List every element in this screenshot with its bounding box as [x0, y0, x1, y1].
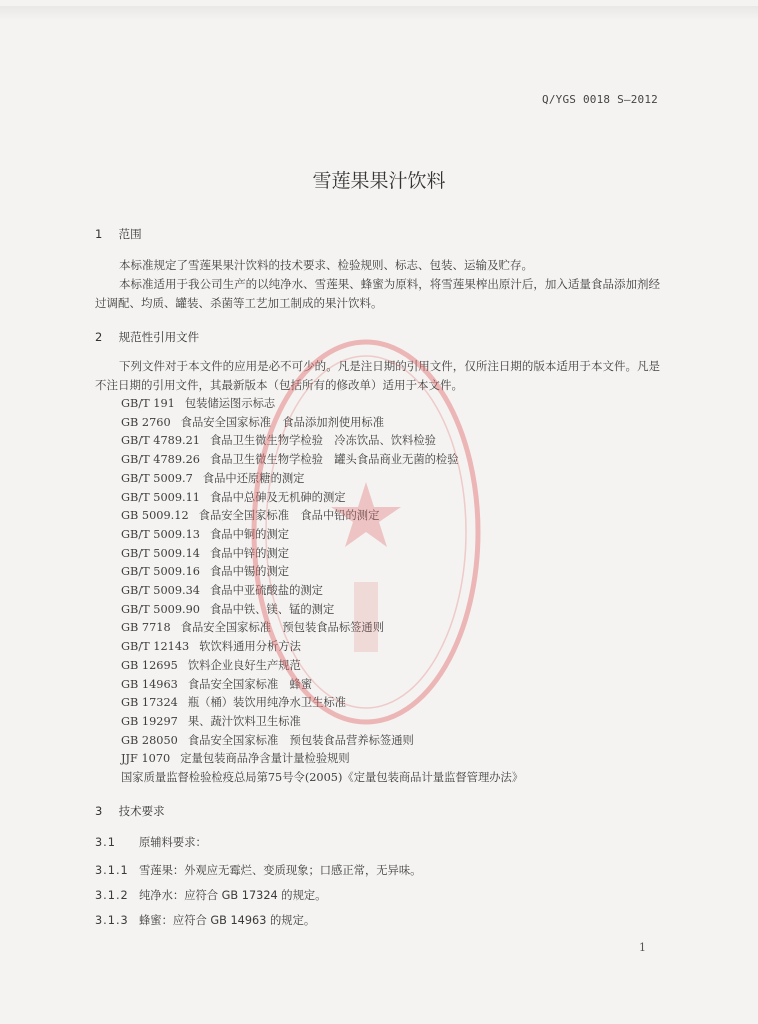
reference-title: 食品中还原糖的测定 [202, 471, 305, 485]
section-3-heading [95, 803, 165, 819]
reference-code: GB/T 5009.7 [121, 471, 193, 485]
reference-code: GB/T 191 [121, 397, 175, 410]
reference-code: GB/T 12143 [121, 640, 190, 654]
reference-item [121, 432, 523, 451]
reference-item [121, 545, 523, 564]
reference-title: 食品安全国家标准 食品添加剂使用标准 [180, 415, 385, 429]
reference-title: 食品卫生微生物学检验 冷冻饮品、饮料检验 [209, 434, 436, 448]
reference-code: GB/T 4789.26 [121, 453, 200, 467]
section-2-heading [95, 329, 199, 345]
reference-code: GB/T 4789.21 [121, 434, 200, 448]
clause-3-1-3 [95, 912, 315, 928]
reference-list [121, 395, 523, 788]
reference-item [121, 470, 523, 489]
scope-paragraph-2: 本标准适用于我公司生产的以纯净水、雪莲果、蜂蜜为原料，将雪莲果榨出原汁后，加入适量食品添加剂经过调配、均质、罐装、杀菌等工艺加工制成的果汁饮料。 [95, 277, 660, 310]
page-number: 1 [639, 941, 646, 954]
reference-code: GB/T 5009.14 [121, 546, 200, 560]
clause-3-1-2 [95, 887, 326, 903]
reference-item [121, 676, 523, 695]
reference-title: 包装储运图示标志 [184, 397, 276, 410]
scan-edge [0, 6, 758, 20]
reference-code: GB 14963 [121, 677, 178, 691]
reference-title: 食品中锌的测定 [209, 546, 290, 560]
reference-title: 饮料企业良好生产规范 [187, 658, 301, 672]
reference-code: GB 19297 [121, 714, 178, 728]
reference-item [121, 451, 523, 470]
reference-code: GB/T 5009.13 [121, 527, 200, 541]
reference-title: 食品中铁、镁、锰的测定 [209, 602, 335, 616]
reference-item [121, 750, 523, 769]
clause-3-1 [95, 834, 207, 850]
reference-item [121, 619, 523, 638]
reference-title: 食品卫生微生物学检验 罐头食品商业无菌的检验 [209, 453, 459, 467]
reference-item [121, 694, 523, 713]
clause-number: 3.1 [95, 836, 116, 849]
reference-title: 瓶（桶）装饮用纯净水卫生标准 [187, 696, 347, 710]
reference-title: 食品中总砷及无机砷的测定 [209, 490, 346, 504]
reference-code: JJF 1070 [121, 752, 171, 766]
reference-title: 食品安全国家标准 蜂蜜 [187, 677, 313, 691]
reference-title: 食品中锡的测定 [209, 565, 290, 579]
reference-item [121, 563, 523, 582]
section-title: 范围 [118, 227, 142, 241]
reference-item [121, 526, 523, 545]
section-number: 1 [95, 227, 103, 241]
reference-title: 国家质量监督检验检疫总局第75号令(2005)《定量包装商品计量监督管理办法》 [121, 771, 524, 785]
reference-item [121, 395, 523, 414]
reference-code: GB 17324 [121, 696, 178, 710]
reference-code: GB 12695 [121, 658, 178, 672]
section-number: 2 [95, 330, 103, 344]
reference-title: 定量包装商品净含量计量检验规则 [180, 752, 350, 766]
clause-text: 纯净水：应符合 GB 17324 的规定。 [139, 889, 327, 902]
reference-code: GB/T 5009.16 [121, 565, 200, 579]
clause-text: 蜂蜜：应符合 GB 14963 的规定。 [139, 914, 316, 927]
reference-code: GB/T 5009.11 [121, 490, 200, 504]
reference-code: GB 7718 [121, 621, 171, 635]
scope-paragraph-1: 本标准规定了雪莲果果汁饮料的技术要求、检验规则、标志、包装、运输及贮存。 [119, 258, 533, 272]
references-intro: 下列文件对于本文件的应用是必不可少的。凡是注日期的引用文件，仅所注日期的版本适用于本文件。凡是不注日期的引用文件，其最新版本（包括所有的修改单）适用于本文件。 [95, 359, 660, 392]
standard-code: Q/YGS 0018 S—2012 [542, 93, 658, 106]
reference-title: 果、蔬汁饮料卫生标准 [187, 714, 301, 728]
clause-number: 3.1.2 [95, 889, 129, 902]
reference-code: GB 2760 [121, 415, 171, 429]
clause-text: 雪莲果：外观应无霉烂、变质现象；口感正常，无异味。 [139, 864, 422, 877]
section-1-heading [95, 226, 142, 242]
reference-code: GB/T 5009.90 [121, 602, 200, 616]
reference-item [121, 732, 523, 751]
reference-title: 软饮料通用分析方法 [199, 640, 301, 654]
section-number: 3 [95, 804, 103, 818]
clause-3-1-1 [95, 862, 421, 878]
reference-item [121, 582, 523, 601]
reference-item [121, 414, 523, 433]
document-title: 雪莲果果汁饮料 [312, 170, 446, 192]
reference-item [121, 601, 523, 620]
reference-code: GB 5009.12 [121, 509, 189, 523]
reference-title: 食品中铜的测定 [209, 527, 290, 541]
clause-text: 原辅料要求： [139, 836, 207, 849]
clause-number: 3.1.1 [95, 864, 129, 877]
reference-title: 食品安全国家标准 预包装食品标签通则 [180, 621, 385, 635]
clause-number: 3.1.3 [95, 914, 129, 927]
reference-title: 食品安全国家标准 食品中铅的测定 [198, 509, 380, 523]
reference-item [121, 507, 523, 526]
section-title: 技术要求 [118, 804, 165, 818]
reference-item [121, 713, 523, 732]
reference-item [121, 657, 523, 676]
reference-item [121, 769, 523, 788]
section-title: 规范性引用文件 [118, 330, 200, 344]
reference-code: GB 28050 [121, 733, 178, 747]
reference-title: 食品中亚硫酸盐的测定 [209, 584, 323, 598]
reference-code: GB/T 5009.34 [121, 584, 200, 598]
reference-item [121, 489, 523, 508]
reference-item [121, 638, 523, 657]
reference-title: 食品安全国家标准 预包装食品营养标签通则 [187, 733, 414, 747]
